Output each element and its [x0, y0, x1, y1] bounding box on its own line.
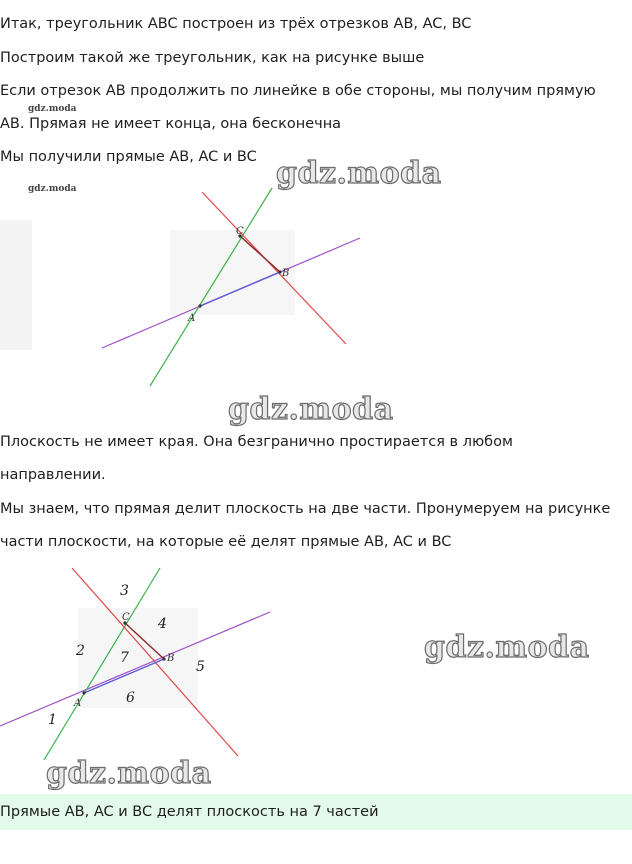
figure-lines-triangle — [0, 160, 460, 400]
watermark-small: gdz.moda — [28, 184, 77, 194]
point-label-b: B — [167, 653, 175, 664]
paragraph-extend-line-2: AB. Прямая не имеет конца, она бесконечна — [0, 116, 342, 132]
region-label-6: 6 — [126, 690, 135, 706]
paragraph-plane-1: Плоскость не имеет края. Она безгранично простирается в любом — [0, 434, 513, 450]
region-label-4: 4 — [158, 616, 167, 632]
paragraph-build: Построим такой же треугольник, как на рисунке выше — [0, 50, 425, 66]
point-label-b: B — [282, 268, 290, 279]
point-label-a: A — [74, 698, 82, 709]
paragraph-numbering-1: Мы знаем, что прямая делит плоскость на две части. Пронумеруем на рисунке — [0, 501, 611, 517]
answer-highlight — [0, 794, 632, 830]
region-label-5: 5 — [196, 659, 205, 675]
watermark-large: gdz.moda — [228, 392, 394, 427]
point-a — [82, 691, 85, 694]
background-shade — [78, 608, 198, 708]
watermark-large: gdz.moda — [424, 630, 590, 665]
region-label-7: 7 — [120, 650, 129, 666]
paragraph-numbering-2: части плоскости, на которые её делят прямые AB, AC и BC — [0, 534, 452, 550]
background-shade — [0, 220, 32, 350]
region-label-1: 1 — [48, 712, 57, 728]
paragraph-plane-2: направлении. — [0, 467, 106, 483]
point-label-c: C — [236, 226, 244, 237]
background-shade — [170, 230, 295, 315]
point-label-c: C — [122, 612, 130, 623]
point-label-a: A — [188, 313, 196, 324]
paragraph-lines-obtained: Мы получили прямые AB, AC и BC — [0, 149, 257, 165]
point-b — [162, 657, 165, 660]
watermark-large: gdz.moda — [46, 756, 212, 791]
answer-text: Прямые AB, AC и BC делят плоскость на 7 частей — [0, 804, 379, 820]
figure-1-svg — [0, 160, 460, 400]
figure-plane-parts — [0, 560, 300, 780]
paragraph-intro: Итак, треугольник ABC построен из трёх отрезков AB, AC, BC — [0, 16, 472, 32]
watermark-small: gdz.moda — [28, 104, 77, 114]
region-label-3: 3 — [120, 583, 129, 599]
point-a — [198, 304, 201, 307]
watermark-large: gdz.moda — [276, 156, 442, 191]
figure-2-svg — [0, 560, 300, 780]
region-label-2: 2 — [76, 643, 85, 659]
paragraph-extend-line-1: Если отрезок AB продолжить по линейке в обе стороны, мы получим прямую — [0, 83, 596, 99]
